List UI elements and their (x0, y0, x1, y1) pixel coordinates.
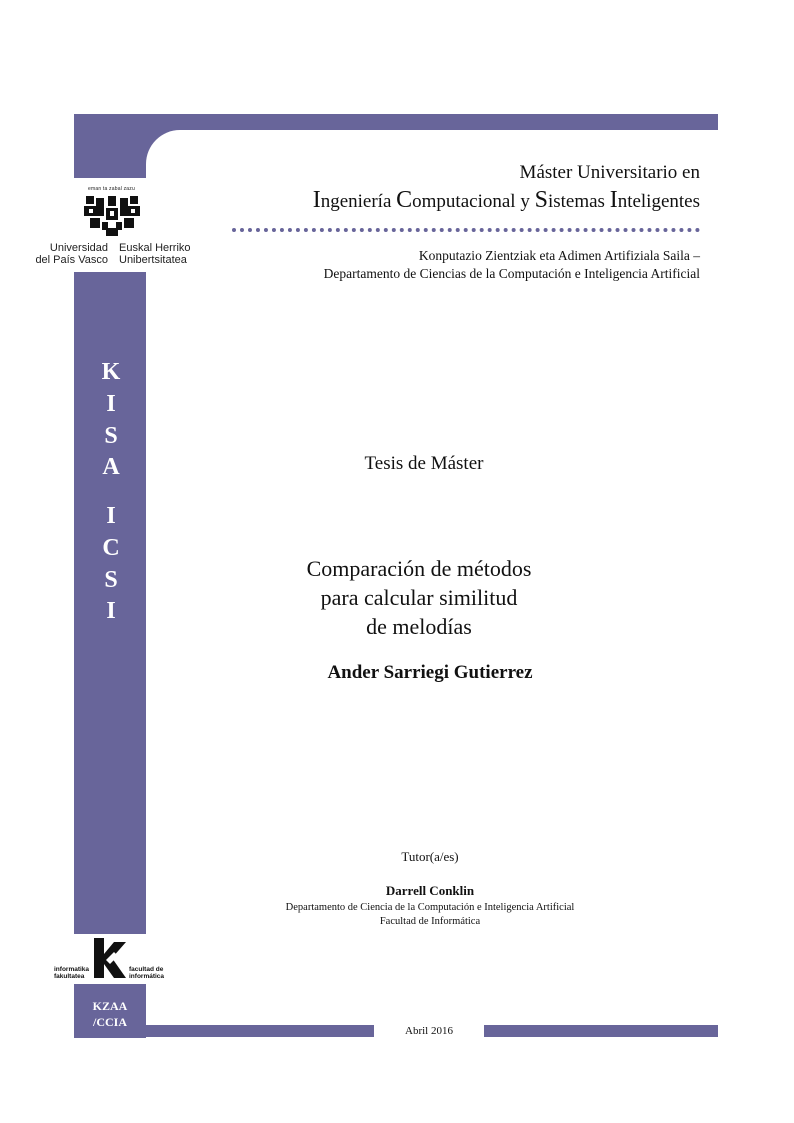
faculty-name-line: fakultatea (54, 973, 85, 980)
bottom-band-right (484, 1025, 718, 1037)
document-type: Tesis de Máster (364, 453, 484, 474)
sidebar-footer-line: KZAA (92, 999, 128, 1013)
bottom-band-left (146, 1025, 374, 1037)
program-initial: S (534, 187, 548, 213)
top-band (146, 114, 718, 130)
faculty-name-spanish (129, 966, 164, 980)
sidebar-letter: C (102, 535, 120, 561)
tutor-department: Departamento de Ciencia de la Computación e Inteligencia Artificial (285, 902, 575, 913)
program-initial: I (609, 187, 618, 213)
faculty-name-basque (54, 966, 89, 980)
sidebar-letter: K (101, 359, 121, 385)
program-initial: I (312, 187, 321, 213)
program-title (200, 187, 700, 214)
tutor-name: Darrell Conklin (385, 883, 475, 898)
document-title (239, 554, 599, 641)
sidebar-letter: I (106, 391, 116, 417)
sidebar-letter: S (104, 423, 118, 449)
department-spanish: Departamento de Ciencias de la Computación e Inteligencia Artificial (323, 266, 700, 281)
upv-name-line: Euskal Herriko (119, 242, 191, 254)
faculty-logo (52, 934, 166, 984)
program-initial: C (396, 187, 413, 213)
upv-name-basque (119, 242, 199, 266)
program-word: nteligentes (617, 191, 700, 212)
faculty-name-line: informática (129, 973, 165, 980)
program-word: ngeniería (320, 191, 397, 212)
upv-motto: eman ta zabal zazu (88, 186, 135, 192)
sidebar-footer (74, 998, 146, 1030)
upv-emblem-icon (82, 194, 142, 238)
dotted-divider (232, 228, 700, 232)
title-line: Comparación de métodos (306, 556, 532, 581)
program-word: istemas (547, 191, 610, 212)
author-name: Ander Sarriegi Gutierrez (327, 662, 533, 683)
faculty-name-line: facultad de (129, 966, 164, 973)
upv-name-spanish (20, 242, 108, 266)
program-word: omputacional y (412, 191, 535, 212)
sidebar-letter: A (102, 454, 120, 480)
upv-name-line: del País Vasco (35, 254, 108, 266)
department-basque: Konputazio Zientziak eta Adimen Artifiziala Saila – (418, 248, 700, 263)
sidebar-footer-line: /CCIA (92, 1015, 127, 1029)
sidebar-letter: I (106, 598, 116, 624)
faculty-emblem-icon (92, 936, 128, 980)
program-line1: Máster Universitario en (519, 162, 700, 183)
sidebar-letter: I (106, 503, 116, 529)
faculty-name-line: informatika (54, 966, 90, 973)
title-line: de melodías (366, 614, 472, 639)
upv-logo (20, 178, 196, 272)
sidebar-letter: S (104, 567, 118, 593)
upv-name-line: Unibertsitatea (119, 254, 187, 266)
title-line: para calcular similitud (320, 585, 518, 610)
tutor-label: Tutor(a/es) (401, 849, 459, 864)
date: Abril 2016 (405, 1025, 453, 1037)
upv-name-line: Universidad (49, 242, 108, 254)
tutor-faculty: Facultad de Informática (379, 916, 481, 927)
